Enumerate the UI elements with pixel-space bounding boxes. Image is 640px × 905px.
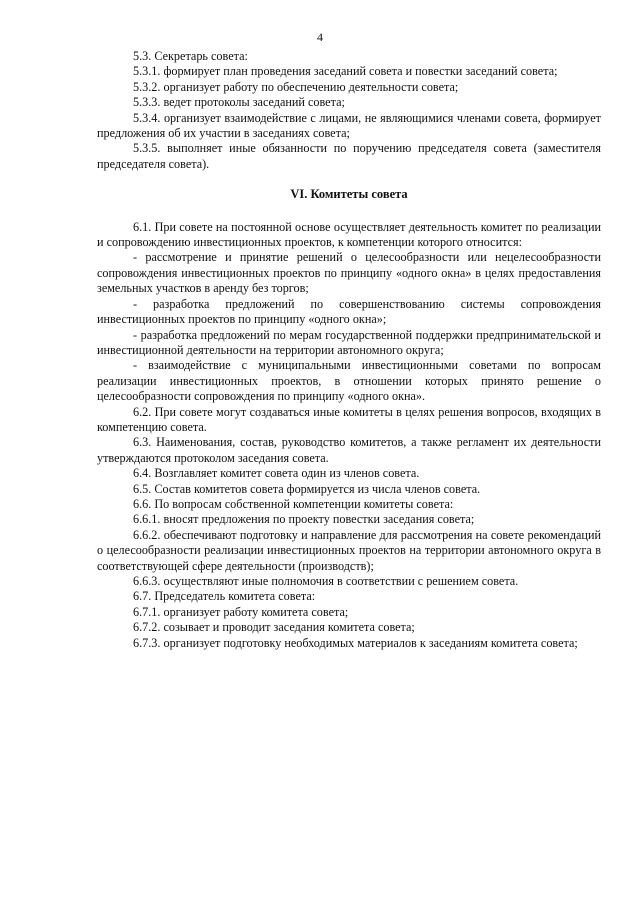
paragraph-6-6-2: 6.6.2. обеспечивают подготовку и направление для рассмотрения на совете рекомендаций о целесообразности реализации инвестиционных проектов на территории автономного округа в соответствующей сфере деятельности (производств); [97,527,601,573]
paragraph-6-7-2: 6.7.2. созывает и проводит заседания комитета совета; [133,620,415,635]
paragraph-5-3-1: 5.3.1. формирует план проведения заседаний совета и повестки заседаний совета; [133,64,558,79]
paragraph-6-5: 6.5. Состав комитетов совета формируется из числа членов совета. [133,481,481,496]
list-item: - рассмотрение и принятие решений о целесообразности или нецелесообразности сопровождения инвестиционных проектов по принципу «одного окна» в целях предоставления земельных участков в аренду без торгов; [97,250,601,296]
paragraph-5-3-2: 5.3.2. организует работу по обеспечению деятельности совета; [133,79,459,94]
list-item: - взаимодействие с муниципальными инвестиционными советами по вопросам реализации инвестиционных проектов, в отношении которых принято решение о целесообразности сопровождения по принципу «одного окна». [97,358,601,404]
paragraph-6-6-3: 6.6.3. осуществляют иные полномочия в соответствии с решением совета. [133,574,519,588]
paragraph-5-3-4: 5.3.4. организует взаимодействие с лицами, не являющимися членами совета, формирует предложения об их участии в заседаниях совета; [97,110,601,141]
section-heading: VI. Комитеты совета [290,187,408,202]
paragraph-5-3-5: 5.3.5. выполняет иные обязанности по поручению председателя совета (заместителя председателя совета). [97,141,601,171]
paragraph-6-7-3: 6.7.3. организует подготовку необходимых материалов к заседаниям комитета совета; [133,635,578,650]
paragraph-5-3: 5.3. Секретарь совета: [133,49,248,63]
page-number: 4 [317,30,323,44]
paragraph-5-3-3: 5.3.3. ведет протоколы заседаний совета; [133,95,345,110]
document-body [97,49,601,651]
paragraph-6-7: 6.7. Председатель комитета совета: [133,589,316,604]
paragraph-6-2: 6.2. При совете могут создаваться иные комитеты в целях решения вопросов, входящих в компетенцию совета. [97,404,601,434]
paragraph-6-1: 6.1. При совете на постоянной основе осуществляет деятельность комитет по реализации и сопровождению инвестиционных проектов, к компетенции которого относится: [97,219,601,250]
list-item: - разработка предложений по совершенствованию системы сопровождения инвестиционных проектов по принципу «одного окна»; [97,296,601,327]
list-item: - разработка предложений по мерам государственной поддержки предпринимательской и инвестиционной деятельности на территории автономного округа; [97,327,601,357]
paragraph-6-3: 6.3. Наименования, состав, руководство комитетов, а также регламент их деятельности утверждаются протоколом заседания совета. [97,435,601,465]
paragraph-6-4: 6.4. Возглавляет комитет совета один из членов совета. [133,466,420,481]
paragraph-6-6: 6.6. По вопросам собственной компетенции комитеты совета: [133,496,454,511]
paragraph-6-7-1: 6.7.1. организует работу комитета совета; [133,604,349,619]
paragraph-6-6-1: 6.6.1. вносят предложения по проекту повестки заседания совета; [133,512,475,527]
